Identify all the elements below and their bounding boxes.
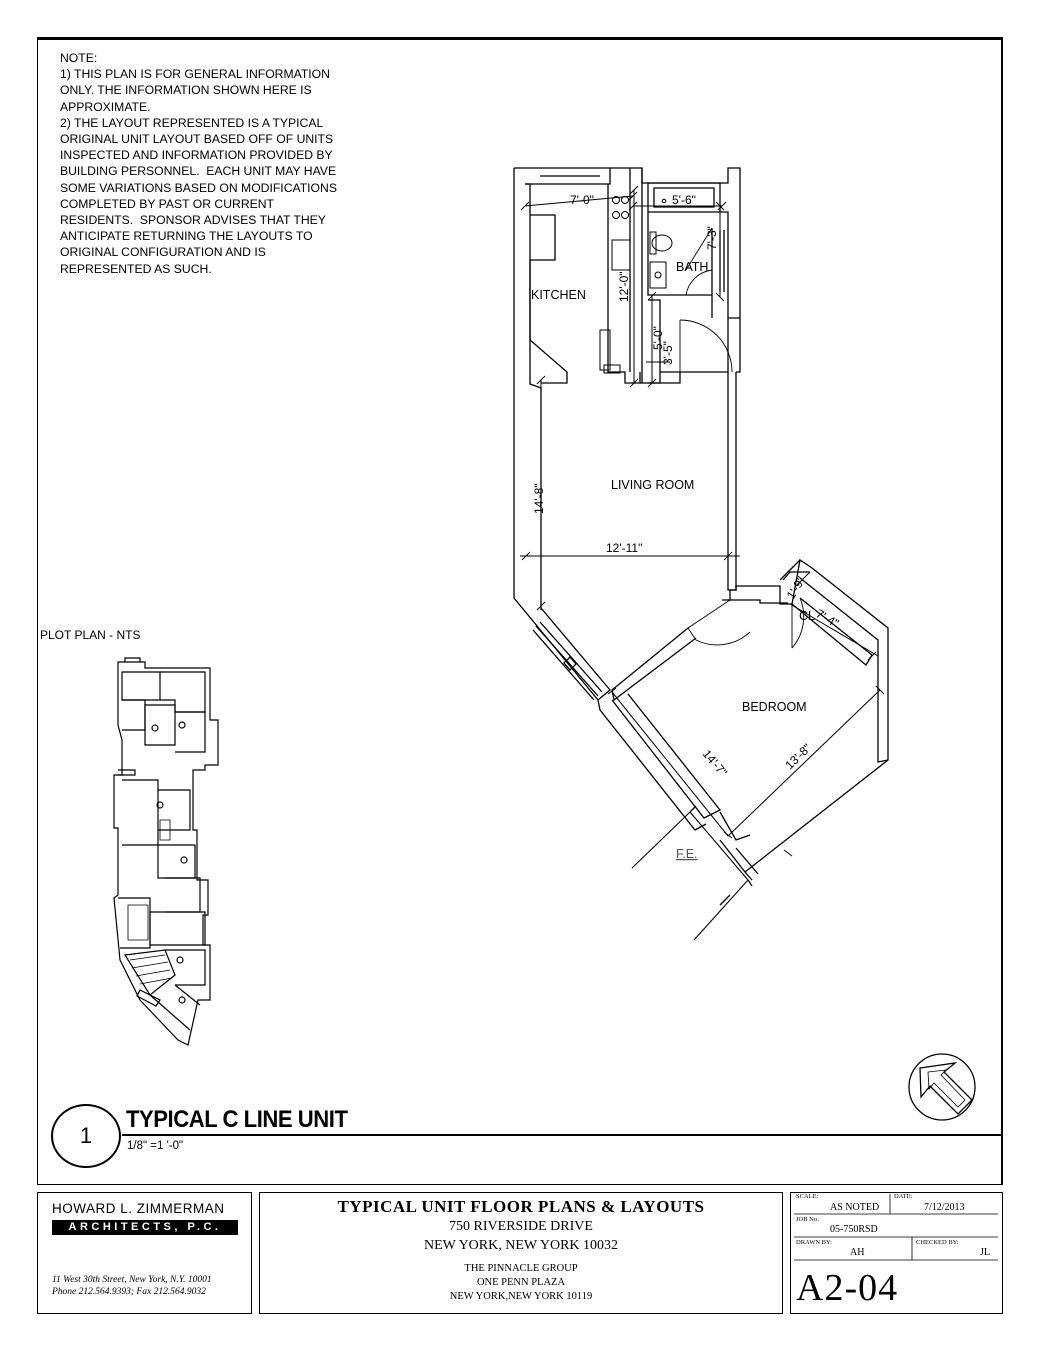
drawing-title: TYPICAL C LINE UNIT [126, 1106, 348, 1133]
note-line: ORIGINAL CONFIGURATION AND IS [60, 245, 266, 260]
room-label-closet: CL [799, 609, 815, 623]
scale-label: SCALE: [796, 1193, 819, 1200]
dim-kitchen-depth: 12'-0" [617, 271, 631, 302]
drawn-value: AH [850, 1247, 865, 1258]
room-label-bedroom: BEDROOM [742, 700, 807, 714]
owner-line2: ONE PENN PLAZA [476, 1277, 566, 1288]
job-label: JOB No: [796, 1216, 819, 1223]
project-address-line1: 750 RIVERSIDE DRIVE [449, 1219, 593, 1234]
architect-street: 11 West 30th Street, New York, N.Y. 10001 [52, 1275, 212, 1285]
fire-escape-label: F.E. [676, 847, 698, 861]
note-line: BUILDING PERSONNEL. EACH UNIT MAY HAVE [60, 164, 337, 179]
dim-bedroom-width: 14'-7" [699, 746, 731, 780]
project-title: TYPICAL UNIT FLOOR PLANS & LAYOUTS [337, 1197, 705, 1216]
room-label-living: LIVING ROOM [611, 478, 695, 492]
dim-bath-depth: 7'-3" [705, 226, 719, 250]
drawing-number: 1 [51, 1104, 121, 1168]
note-line: ORIGINAL UNIT LAYOUT BASED OFF OF UNITS [60, 132, 334, 147]
dim-bedroom-depth: 13'-8" [782, 740, 815, 773]
note-line: 1) THIS PLAN IS FOR GENERAL INFORMATION [60, 67, 330, 82]
sheet-number: A2-04 [796, 1267, 899, 1309]
owner-line3: NEW YORK,NEW YORK 10119 [449, 1291, 593, 1302]
dim-living-width: 12'-11" [606, 541, 643, 555]
scale-value: AS NOTED [830, 1202, 880, 1213]
checked-label: CHECKED BY: [916, 1239, 959, 1246]
drawing-scale: 1/8" =1 '-0" [127, 1140, 184, 1152]
dim-hall-width: 3'-5" [661, 341, 675, 365]
note-line: ONLY. THE INFORMATION SHOWN HERE IS [60, 83, 312, 98]
note-line: APPROXIMATE. [60, 99, 151, 114]
note-line: NOTE: [60, 51, 98, 65]
dim-hall-depth: 5'-0" [651, 326, 665, 350]
dim-closet-width: 7'-4" [813, 606, 842, 631]
job-value: 05-750RSD [830, 1224, 878, 1235]
checked-value: JL [980, 1247, 990, 1258]
note-line: ANTICIPATE RETURNING THE LAYOUTS TO [60, 229, 313, 244]
dim-bath-width: 5'-6" [672, 193, 696, 207]
architect-phone: Phone 212.564.9393; Fax 212.564.9032 [52, 1287, 206, 1297]
project-address-line2: NEW YORK, NEW YORK 10032 [423, 1238, 619, 1253]
note-line: COMPLETED BY PAST OR CURRENT [60, 196, 274, 211]
room-label-kitchen: KITCHEN [531, 288, 586, 302]
date-value: 7/12/2013 [924, 1202, 965, 1213]
note-line: SOME VARIATIONS BASED ON MODIFICATIONS [60, 180, 337, 195]
drawn-label: DRAWN BY: [796, 1239, 832, 1246]
owner-line1: THE PINNACLE GROUP [464, 1263, 578, 1274]
date-label: DATE: [894, 1193, 913, 1200]
note-line: INSPECTED AND INFORMATION PROVIDED BY [60, 148, 333, 163]
dim-closet-depth: 1'-9" [783, 573, 809, 602]
plot-plan-label: PLOT PLAN - NTS [40, 628, 141, 642]
architect-firm: ARCHITECTS, P.C. [52, 1220, 238, 1235]
note-line: REPRESENTED AS SUCH. [60, 261, 212, 276]
architect-name: HOWARD L. ZIMMERMAN [52, 1201, 225, 1216]
dim-kitchen-width: 7'-0" [570, 193, 594, 207]
room-label-bath: BATH [676, 260, 709, 274]
note-line: 2) THE LAYOUT REPRESENTED IS A TYPICAL [60, 115, 324, 130]
dim-living-depth: 14'-8" [532, 483, 546, 514]
note-line: RESIDENTS. SPONSOR ADVISES THAT THEY [60, 213, 326, 228]
